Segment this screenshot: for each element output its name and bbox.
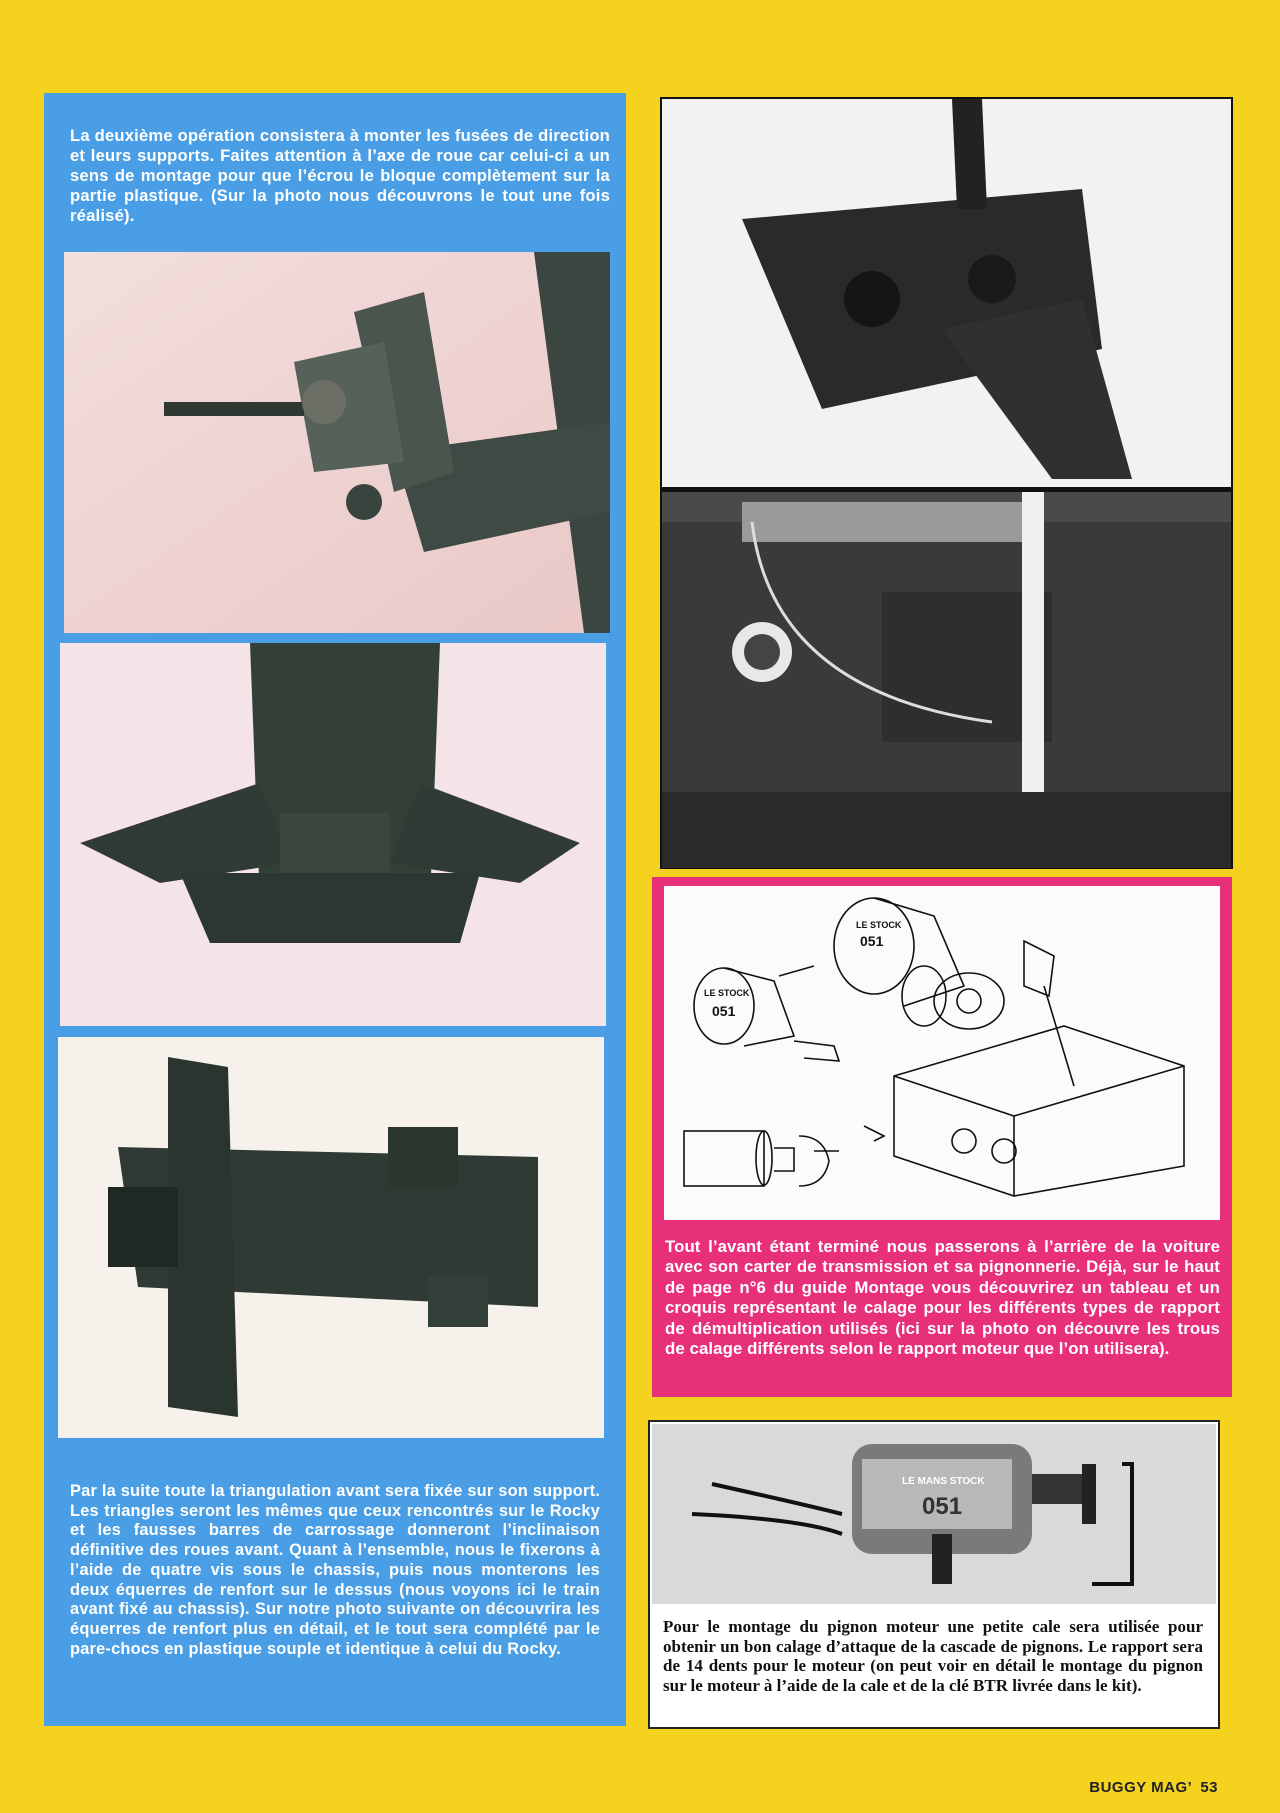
photo-steering-knuckle	[64, 252, 610, 633]
photo-chassis-top	[58, 1037, 604, 1438]
motor-label-051: 051	[860, 933, 884, 949]
motor-photo-051: 051	[922, 1493, 963, 1520]
triangulation-paragraph: Par la suite toute la triangulation avant sera fixée sur son support. Les triangles seront les mêmes que ceux rencontrés sur le Rocky et les fausses barres de carrossage donneront l’inclinaison définitive des roues avant. Quant à l’ensemble, nous le fixerons à l’aide de quatre vis sous le chassis, puis nous monterons les deux équerres de renfort sur le dessus (nous voyons ici le train avant fixé au chassis). Sur notre photo suivante on découvrira les équerres de renfort plus en détail, et le tout sera complété par le pare-chocs en plastique souple et identique à celui du Rocky.	[70, 1482, 600, 1658]
intro-paragraph: La deuxième opération consistera à monter les fusées de direction et leurs supports. Faites attention à l’axe de roue car celui-ci a un sens de montage pour que l’écrou le bloque complètement sur la partie plastique. (Sur la photo nous découvrons le tout une fois réalisé).	[70, 126, 610, 225]
photo-gearbox-housing	[662, 99, 1231, 487]
page-number: 53	[1200, 1779, 1218, 1796]
photo-motor-pinion	[652, 1424, 1216, 1604]
page-footer	[1089, 1779, 1218, 1796]
photo-front-arms	[60, 643, 606, 1026]
photo-gearbox-detail	[662, 492, 1231, 868]
motor-label-le-stock: LE STOCK	[856, 920, 902, 930]
motor-label-051-small: 051	[712, 1003, 736, 1019]
pinion-paragraph: Pour le montage du pignon moteur une petite cale sera utilisée pour obtenir un bon calage d’attaque de la cascade de pignons. Le rapport sera de 14 dents pour le moteur (on peut voir en détail le montage du pignon sur le moteur à l’aide de la cale et de la clé BTR livrée dans le kit).	[663, 1617, 1203, 1695]
motor-label-le-stock-small: LE STOCK	[704, 988, 750, 998]
assembly-diagram	[664, 886, 1220, 1220]
magazine-name: BUGGY MAG’	[1089, 1779, 1193, 1796]
motor-photo-label: LE MANS STOCK	[902, 1476, 985, 1487]
gearbox-paragraph: Tout l’avant étant terminé nous passerons à l’arrière de la voiture avec son carter de transmission et sa pignonnerie. Déjà, sur le haut de page n°6 du guide Montage vous découvrirez un tableau et un croquis représentant le calage pour les différents types de rapport de démultiplication utilisés (ici sur la photo on découvre les trous de calage différents selon le rapport moteur que l’on utilisera).	[665, 1237, 1220, 1359]
